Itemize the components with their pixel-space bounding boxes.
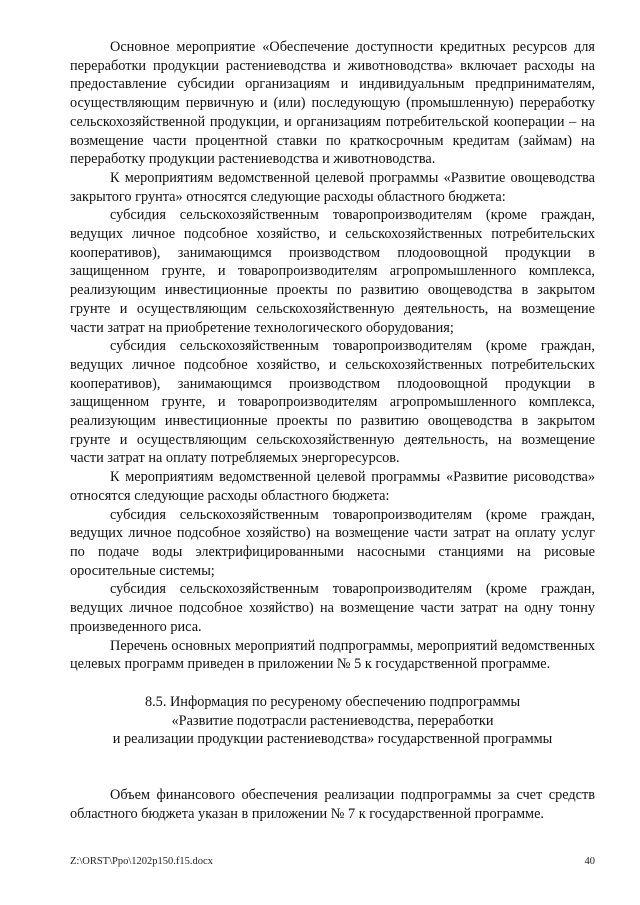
paragraph: субсидия сельскохозяйственным товаропроизводителям (кроме граждан, ведущих личное подсобное хозяйство) на возмещение части затрат на одну тонну произведенного риса. — [70, 581, 595, 635]
section-heading — [70, 693, 595, 749]
page-footer — [70, 856, 595, 867]
paragraph: субсидия сельскохозяйственным товаропроизводителям (кроме граждан, ведущих личное подсобное хозяйство, и сельскохозяйственных потребительских кооперативов), занимающимся производством плодоовощной продукции в защищенном грунте, и товаропроизводителям агропромышленного комплекса, реализующим инвестиционные проекты по развитию овощеводства в закрытом грунте и осуществляющим сельскохозяйственную деятельность, на возмещение части затрат на оплату потребляемых энергоресурсов. — [70, 338, 595, 467]
paragraph: К мероприятиям ведомственной целевой программы «Развитие овощеводства закрытого грунта» относятся следующие расходы областного бюджета: — [70, 169, 595, 205]
paragraph: К мероприятиям ведомственной целевой программы «Развитие рисоводства» относятся следующие расходы областного бюджета: — [70, 469, 595, 504]
document-page — [70, 38, 595, 823]
paragraph: Основное мероприятие «Обеспечение доступности кредитных ресурсов для переработки продукции растениеводства и животноводства» включает расходы на предоставление субсидии организациям и индивидуальным предпринимателям, осуществляющим первичную и (или) последующую (промышленную) переработку сельскохозяйственной продукции, и организациям потребительской кооперации – на возмещение части процентной ставки по краткосрочным кредитам (займам) на переработку продукции растениеводства и животноводства. — [70, 39, 595, 168]
paragraph: Объем финансового обеспечения реализации подпрограммы за счет средств областного бюджета указан в приложении № 7 к государственной программе. — [70, 787, 595, 822]
paragraph: субсидия сельскохозяйственным товаропроизводителям (кроме граждан, ведущих личное подсобное хозяйство) на возмещение части затрат на оплату услуг по подаче воды электрифицированными насосными станциями на рисовые оросительные системы; — [70, 506, 595, 579]
section-heading-line: и реализации продукции растениеводства» государственной программы — [112, 731, 553, 748]
page-number: 40 — [584, 856, 595, 867]
section-heading-line: «Развитие подотрасли растениеводства, переработки — [171, 712, 494, 729]
section-heading-line: 8.5. Информация по ресуреному обеспечению подпрограммы — [144, 693, 521, 710]
file-path: Z:\ORST\Ppo\1202p150.f15.docx — [70, 856, 213, 867]
paragraph: Перечень основных мероприятий подпрограммы, мероприятий ведомственных целевых программ приведен в приложении № 5 к государственной программе. — [70, 637, 595, 673]
paragraph: субсидия сельскохозяйственным товаропроизводителям (кроме граждан, ведущих личное подсобное хозяйство, и сельскохозяйственных потребительских кооперативов), занимающимся производством плодоовощной продукции в защищенном грунте, и товаропроизводителям агропромышленного комплекса, реализующим инвестиционные проекты по развитию овощеводства в закрытом грунте и осуществляющим сельскохозяйственную деятельность, на возмещение части затрат на приобретение технологического оборудования; — [70, 207, 595, 336]
